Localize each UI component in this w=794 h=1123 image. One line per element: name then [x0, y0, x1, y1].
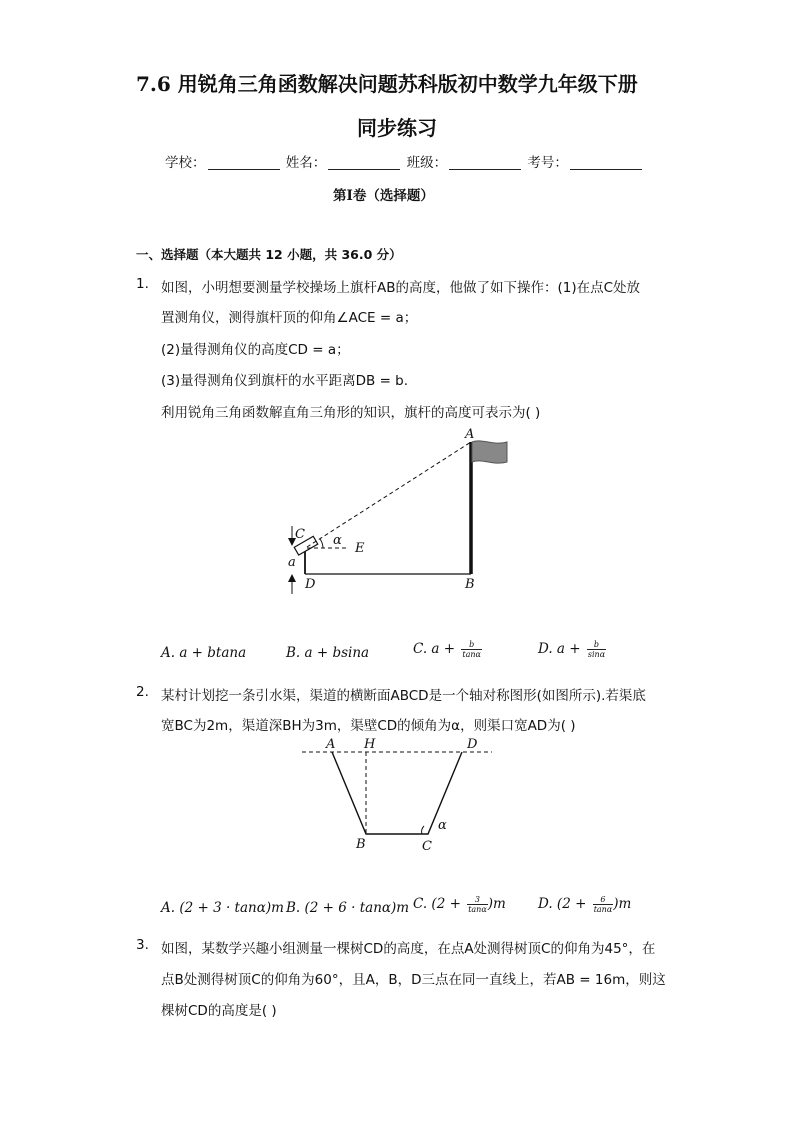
q2-option-c[interactable] — [413, 895, 506, 914]
q2-option-d[interactable] — [538, 895, 631, 914]
q1-option-d[interactable] — [538, 640, 606, 659]
page-title-line2: 同步练习 — [357, 116, 437, 140]
q2-option-d-num: 6 — [593, 895, 614, 905]
q2-figure — [300, 730, 500, 860]
q1-option-c-prefix: C. a + — [413, 641, 460, 657]
q1-option-d-fraction — [587, 640, 606, 659]
q2-text-line2: 宽BC为2m，渠道深BH为3m，渠壁CD的倾角为α，则渠口宽AD为( ) — [161, 718, 576, 734]
class-blank[interactable] — [449, 155, 521, 170]
q1-figure — [275, 420, 525, 600]
q2-option-d-den: tanα — [593, 905, 613, 914]
q1-text-line5: 利用锐角三角函数解直角三角形的知识，旗杆的高度可表示为( ) — [161, 405, 541, 421]
q1-text-line4: (3)量得测角仪到旗杆的水平距离DB = b. — [161, 373, 409, 389]
q2-option-c-fraction — [467, 895, 488, 914]
q1-text-line3: (2)量得测角仪的高度CD = a； — [161, 342, 350, 358]
q1-option-c-den: tanα — [462, 650, 481, 659]
q2-option-a[interactable]: A. (2 + 3 · tanα)m — [161, 900, 284, 916]
school-label: 学校： — [165, 155, 206, 171]
section-heading: 一、选择题（本大题共 12 小题，共 36.0 分） — [136, 247, 402, 262]
q3-number: 3. — [136, 937, 149, 953]
q1-option-c-num: b — [461, 640, 482, 650]
q1-fig-label-a: a — [288, 555, 296, 570]
q2-option-c-suffix: )m — [487, 896, 506, 912]
q1-text-line1: 如图，小明想要测量学校操场上旗杆AB的高度，他做了如下操作：(1)在点C处放 — [161, 280, 641, 296]
q2-fig-label-H: H — [364, 737, 376, 752]
q2-fig-label-alpha: α — [438, 818, 447, 833]
q1-fig-label-C: C — [295, 527, 305, 542]
class-label: 班级： — [406, 155, 448, 171]
q3-text-line2: 点B处测得树顶C的仰角为60°，且A，B，D三点在同一直线上，若AB = 16m，则这 — [161, 972, 666, 988]
q1-option-d-num: b — [587, 640, 606, 650]
q1-fig-label-B: B — [465, 577, 475, 592]
school-blank[interactable] — [208, 155, 280, 170]
q2-option-c-num: 3 — [467, 895, 488, 905]
q1-fig-label-D: D — [305, 577, 316, 592]
name-blank[interactable] — [328, 155, 400, 170]
q2-fig-label-D: D — [467, 737, 478, 752]
name-label: 姓名： — [285, 155, 327, 171]
q2-number: 2. — [136, 684, 149, 700]
q1-option-d-den: sinα — [587, 650, 606, 659]
number-blank[interactable] — [570, 155, 642, 170]
q3-text-line3: 棵树CD的高度是( ) — [161, 1003, 277, 1019]
q2-option-d-prefix: D. (2 + — [538, 896, 591, 912]
q2-text-line1: 某村计划挖一条引水渠，渠道的横断面ABCD是一个轴对称图形(如图所示).若渠底 — [161, 688, 646, 704]
q1-fig-label-A: A — [465, 427, 475, 442]
volume-heading: 第Ⅰ卷（选择题） — [333, 188, 434, 204]
q2-option-d-fraction — [593, 895, 614, 914]
q1-option-c-fraction — [461, 640, 482, 659]
q1-number: 1. — [136, 276, 149, 292]
q2-fig-label-A: A — [326, 737, 336, 752]
q1-text-line2: 置测角仪，测得旗杆顶的仰角∠ACE = a； — [161, 310, 418, 326]
q3-text-line1: 如图，某数学兴趣小组测量一棵树CD的高度，在点A处测得树顶C的仰角为45°，在 — [161, 941, 656, 957]
q1-option-d-prefix: D. a + — [538, 641, 585, 657]
page-title: 7.6 用锐角三角函数解决问题苏科版初中数学九年级下册 — [136, 72, 638, 96]
q1-fig-label-alpha: α — [333, 533, 342, 548]
q2-option-c-den: tanα — [468, 905, 487, 914]
number-label: 考号： — [527, 155, 568, 171]
q2-option-d-suffix: )m — [613, 896, 632, 912]
q1-option-c[interactable] — [413, 640, 482, 659]
q2-option-b[interactable]: B. (2 + 6 · tanα)m — [286, 900, 410, 916]
student-info-line — [165, 151, 644, 171]
q2-fig-label-C: C — [422, 839, 432, 854]
q1-option-a[interactable]: A. a + btana — [161, 645, 247, 661]
q1-option-b[interactable]: B. a + bsina — [286, 645, 370, 661]
q2-fig-label-B: B — [356, 837, 366, 852]
q2-option-c-prefix: C. (2 + — [413, 896, 466, 912]
q1-fig-label-E: E — [355, 541, 365, 556]
